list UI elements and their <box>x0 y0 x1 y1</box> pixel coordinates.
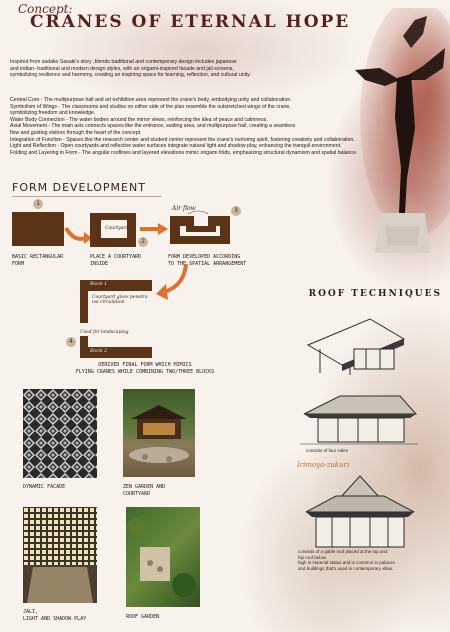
concept-label: Concept: <box>18 2 73 16</box>
irimoya-roof-sketch <box>300 472 420 552</box>
courtyard-note: Courtyard <box>105 226 129 231</box>
caption-line: BASIC RECTANGULAR <box>12 254 64 260</box>
concept-item: Light and Reflection - Open courtyards and reflective water surfaces integrate natural light and shadow play, enhancing the tranquil environment. <box>10 143 342 150</box>
step-caption <box>12 254 63 267</box>
hip-roof-sketch <box>300 388 418 448</box>
form-block-3 <box>168 210 232 246</box>
block-label: Block 2 <box>90 349 107 354</box>
block-label: Block 1 <box>90 282 107 287</box>
step-number: 3 <box>231 206 241 216</box>
step-number: 4 <box>66 337 76 347</box>
caption-line: ZEN GARDEN AND <box>123 484 166 490</box>
arrow-icon <box>64 224 92 246</box>
note-line: ive circulation <box>92 300 125 305</box>
caption-line: COURTYARD <box>123 490 151 497</box>
note-line: hip roof below <box>298 554 327 560</box>
form-block-4b <box>80 291 88 323</box>
note-line: high in imperial status and is common in palaces <box>298 560 395 565</box>
gable-roof-sketch <box>300 315 410 377</box>
form-development-heading: FORM DEVELOPMENT <box>12 181 146 194</box>
photo-caption: ROOF GARDEN <box>126 614 160 620</box>
landscape-note: Used for landscaping <box>80 330 129 335</box>
caption-line: INSIDE <box>90 260 109 267</box>
note-line: and buildings that's used in contemporary villas. <box>298 565 394 571</box>
intro-text <box>10 59 395 79</box>
caption-line: JALI, <box>23 609 39 615</box>
dynamic-facade-photo <box>23 389 97 478</box>
form-block-4c <box>80 336 88 347</box>
caption-line: TO THE SPATIAL ARRANGEMENT <box>168 260 247 267</box>
roof-garden-photo <box>126 507 200 607</box>
caption-line: FORM DEVELOPED ACCORDING <box>168 254 241 260</box>
intro-line: and indian- traditional and modern design styles, with an origami-inspired facade and jali screens, <box>10 65 234 72</box>
page-title: CRANES OF ETERNAL HOPE <box>30 12 351 32</box>
photo-caption <box>23 609 86 622</box>
concept-item: symbolizing freedom and knowledge. <box>10 110 96 117</box>
concept-item: Symbolism of Wings - The classrooms and studios on either side of the plan resemble the outstretched wings of the crane, <box>10 103 291 110</box>
caption-line: LIGHT AND SHADOW PLAY <box>23 615 87 622</box>
form-block-1 <box>12 212 64 246</box>
caption-line: PLACE A COURTYARD <box>90 254 142 260</box>
caption-line: FLYING CRANES WHILE COMBINING TWO/THREE BLOCKS <box>75 368 215 375</box>
zen-garden-photo <box>123 389 195 477</box>
caption-line: DERIVED FINAL FORM WHICH MIMICS <box>98 362 192 368</box>
step-number: 1 <box>33 199 43 209</box>
irimoya-note <box>298 549 438 571</box>
note-line: consists of a gable roof placed at the top and <box>298 549 388 554</box>
note-line: Courtyard gives penetra <box>92 295 148 300</box>
roof-note: consists of four sides <box>306 448 349 453</box>
concept-item: Integration of Function - Spaces like the research center and student center represent the crane's nurturing spirit, fostering creativity and collaboration. <box>10 136 355 143</box>
arrow-icon <box>138 222 168 236</box>
intro-line: Inspired from sadako Sasaki's story ,blends traditional and contemporary design includes japanese <box>10 59 237 65</box>
arrow-icon <box>152 262 190 304</box>
concept-item: flow and guiding visitors through the heart of the concept. <box>10 129 142 136</box>
step-caption <box>70 362 220 375</box>
caption-line: FORM <box>12 260 25 267</box>
concept-item: Axial Movement - The main axis connects spaces like the entrance, waiting area, and multipurpose hall, creating a seamless <box>10 123 296 130</box>
step-caption <box>90 254 141 267</box>
concept-item: Folding and Layering in Form - The angular rooflines and layered elevations mimic origami folds, emphasizing structural dynamism and spatial balance. <box>10 149 358 156</box>
irimoya-label: Irimoya-zukuri <box>297 461 350 469</box>
photo-caption: DYNAMIC FACADE <box>23 484 66 490</box>
concept-list <box>10 97 395 156</box>
photo-caption <box>123 484 165 497</box>
concept-item: Water Body Connection - The water bodies around the mirror views, reinforcing the idea of peace and calmness. <box>10 116 268 123</box>
step-number: 2 <box>138 237 148 247</box>
courtyard-note <box>92 295 148 305</box>
roof-techniques-heading: ROOF TECHNIQUES <box>308 289 442 299</box>
concept-item: Central Core - The multipurpose hall and art exhibition area represent the crane's body, embodying unity and collaboration. <box>10 97 292 103</box>
intro-line: symbolizing resilience and harmony, creating an inspiring space for learning, reflection, and cultural unity. <box>10 72 251 79</box>
heading-rule <box>12 196 162 197</box>
air-flow-note: Air flow <box>172 205 196 212</box>
jali-photo <box>23 507 97 603</box>
